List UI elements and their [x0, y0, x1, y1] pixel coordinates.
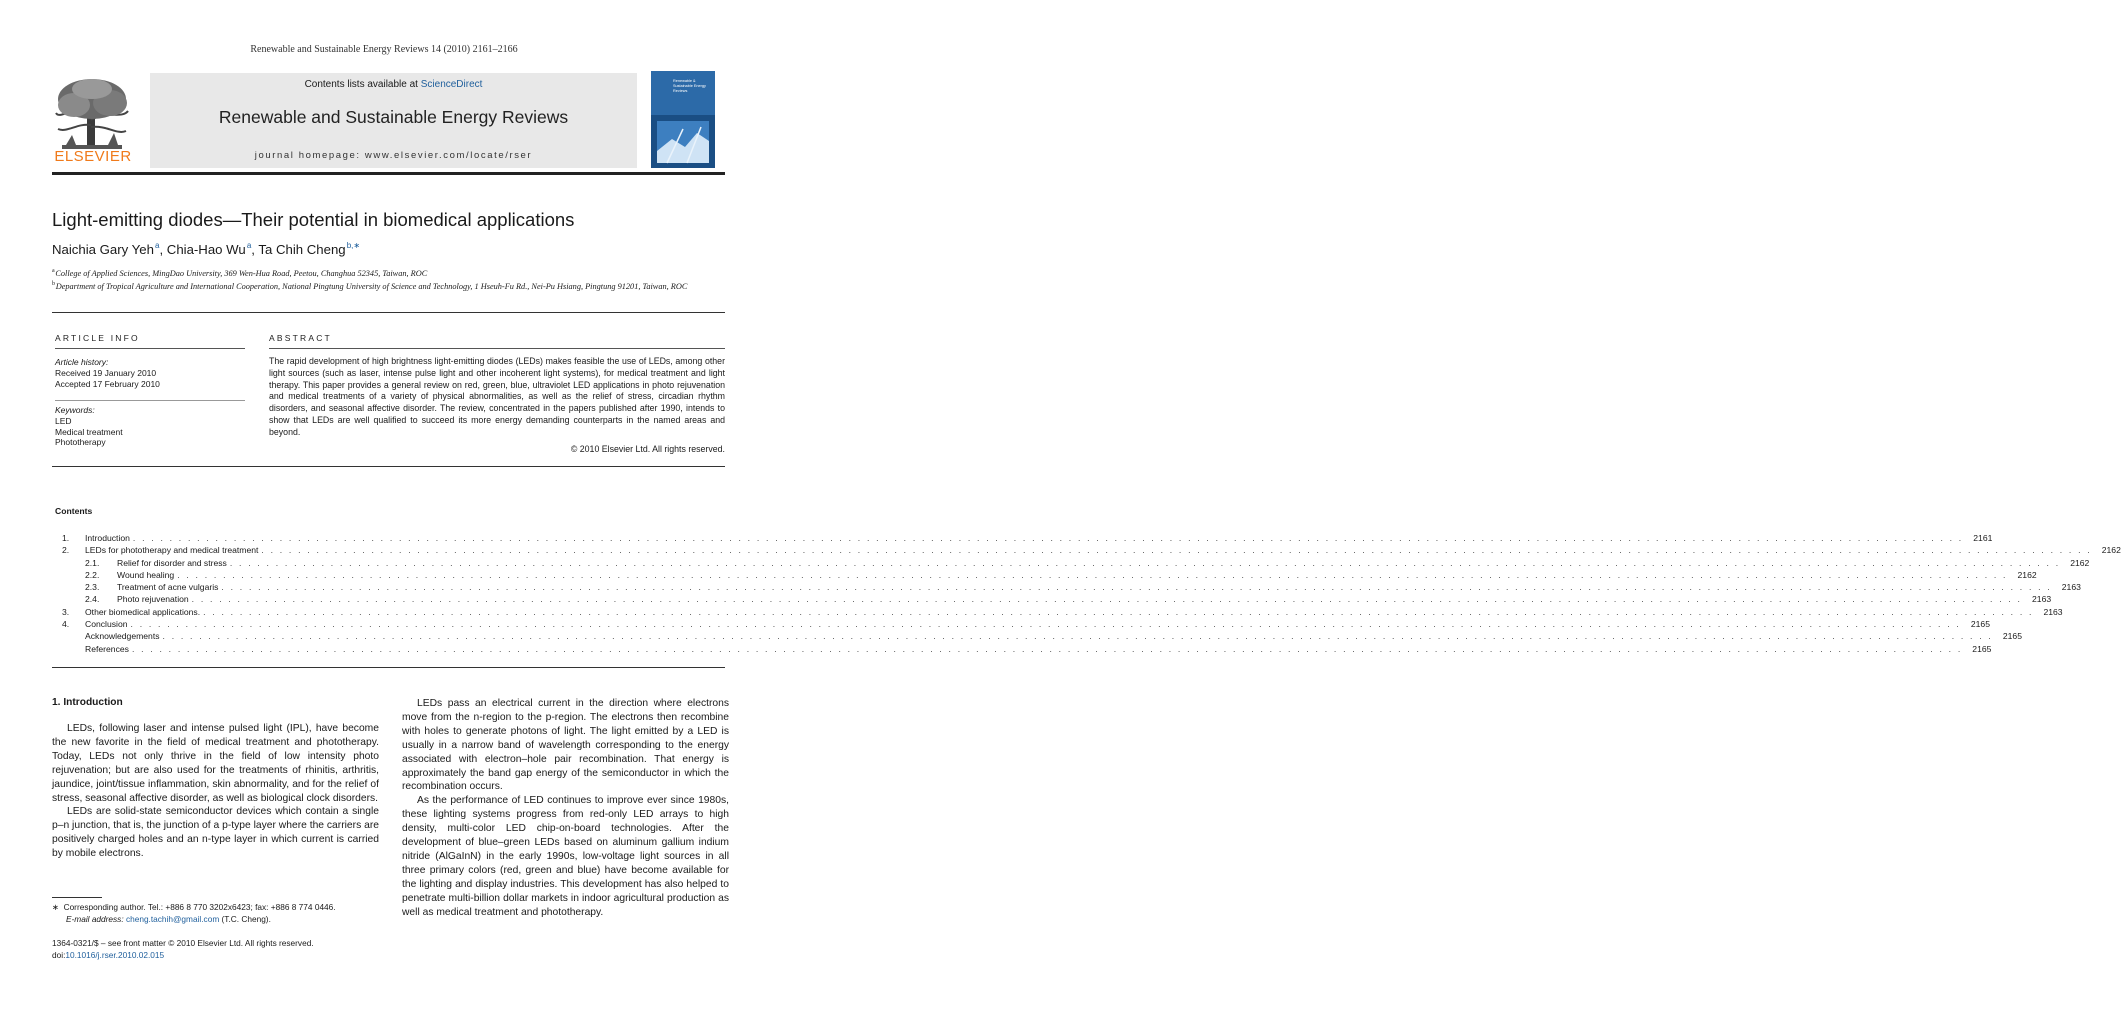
toc-page-number: 2163 [2032, 594, 2052, 605]
journal-cover-thumbnail [651, 71, 715, 168]
author-name: Chia-Hao Wu [166, 242, 246, 257]
toc-leader-dots: . . . . . . . . . . . . . . . . . . . . . . . . . . . . . . . . . . . . . . . . . . . . . . . . . . . . . . . . . . . . . . . . . . . . . . . . . . . . . . . . . . . . . . . . . . . . . . . . . . . . . . . . . . . . . . . . . . . . . . . . . . . . . . . . . . . . . . . . . . . . . . . . . . . . . . . . . . . . . . . . . . . . . . . . . . . . . . . . . . . . . . . . . . . . . . . . . . . . . . . . [221, 582, 2052, 593]
toc-entry[interactable] [62, 569, 2037, 581]
toc-title[interactable]: LEDs for phototherapy and medical treatment [85, 545, 259, 556]
footnote-rule [52, 897, 102, 898]
keyword: Phototherapy [55, 437, 106, 448]
intro-left-column [52, 722, 379, 861]
abstract-end-rule [52, 466, 725, 467]
issn-line: 1364-0321/$ – see front matter © 2010 Elsevier Ltd. All rights reserved. [52, 938, 314, 948]
paragraph: As the performance of LED continues to improve ever since 1980s, these lighting systems progress from red-only LED arrays to high density, multi-color LED chip-on-board technologies. After the development of blue–green LEDs based on aluminum gallium indium nitride (AlGaInN) in the early 1990s, low-voltage light sources in all three primary colors (red, green and blue) have become available for the lighting and display industries. This development has also helped to penetrate multi-billion dollar markets in indoor agricultural production as well as medical treatment and phototherapy. [402, 795, 729, 918]
paragraph: LEDs pass an electrical current in the direction where electrons move from the n-region to the p-region. The electrons then recombine with holes to generate photons of light. The light emitted by a LED is usually in a narrow band of wavelength corresponding to the energy associated with electron–hole pair recombination. That energy is approximately the band gap energy of the semiconductor in which the recombination occurs. [402, 698, 729, 793]
toc-number: 2.4. [85, 594, 100, 605]
article-title: Light-emitting diodes—Their potential in biomedical applications [52, 209, 575, 230]
abstract-text: The rapid development of high brightness light-emitting diodes (LEDs) makes feasible the use of LEDs, among other light sources (such as laser, intense pulse light and other incoherent light systems), for medical treatment and light therapy. This paper provides a general review on red, green, blue, ultraviolet LED applications in photo rejuvenation and medical treatments of a variety of physical abnormalities, as well as the relief of stress, circadian rhythm disorders, and seasonal affective disorder. The review, concentrated in the papers published after 1990, intends to show that LEDs are well qualified to succeed its more energy demanding counterparts in the named areas and beyond. [269, 356, 725, 437]
article-history [55, 357, 245, 389]
cover-title: Renewable & Sustainable Energy Reviews [673, 79, 706, 93]
toc-page-number: 2161 [1973, 533, 1993, 543]
author-list: Naichia Gary Yeh $^a$, Chia-Hao Wu $^a$, Ta Chih Cheng $^{b,∗}$ [52, 241, 361, 257]
doi-link[interactable]: 10.1016/j.rser.2010.02.015 [65, 950, 165, 961]
author-name: Naichia Gary Yeh [52, 242, 154, 257]
keyword: LED [55, 415, 72, 426]
toc-page-number: 2162 [2101, 545, 2121, 556]
masthead-rule [52, 172, 725, 175]
footnote-marker: ∗ [52, 902, 59, 912]
contents-title: Contents [55, 506, 93, 516]
toc-number [62, 630, 85, 642]
toc-title[interactable]: Acknowledgements [85, 631, 160, 642]
author-affil-marker[interactable]: b,∗ [346, 241, 361, 250]
toc-number: 2.1. [85, 557, 100, 568]
keyword: Medical treatment [55, 426, 123, 437]
toc-page-number: 2163 [2061, 582, 2081, 593]
toc-number: 1. [62, 533, 70, 543]
sciencedirect-link[interactable]: ScienceDirect [420, 79, 483, 90]
toc-leader-dots: . . . . . . . . . . . . . . . . . . . . . . . . . . . . . . . . . . . . . . . . . . . . . . . . . . . . . . . . . . . . . . . . . . . . . . . . . . . . . . . . . . . . . . . . . . . . . . . . . . . . . . . . . . . . . . . . . . . . . . . . . . . . . . . . . . . . . . . . . . . . . . . . . . . . . . . . . . . . . . . . . . . . . . . . . . . . . . . . . . . . . . . . . . . . . . . . . . . . . . . . [130, 619, 1961, 630]
accepted-date: Accepted 17 February 2010 [55, 378, 160, 389]
toc-entry[interactable] [62, 643, 1992, 655]
toc-leader-dots: . . . . . . . . . . . . . . . . . . . . . . . . . . . . . . . . . . . . . . . . . . . . . . . . . . . . . . . . . . . . . . . . . . . . . . . . . . . . . . . . . . . . . . . . . . . . . . . . . . . . . . . . . . . . . . . . . . . . . . . . . . . . . . . . . . . . . . . . . . . . . . . . . . . . . . . . . . . . . . . . . . . . . . . . . . . . . . . . . . . . . . . . . . . . . . . . . . . . . . . . [261, 545, 2092, 556]
contents-prefix: Contents lists available at [304, 79, 421, 90]
affil-text: Department of Tropical Agriculture and International Cooperation, National Pingtung University of Science and Technology, 1 Hseuh-Fu Rd., Nei-Pu Hsiang, Pingtung 91201, Taiwan, ROC [55, 281, 688, 291]
toc-title[interactable]: Wound healing [117, 569, 175, 580]
toc-entry[interactable] [62, 630, 2022, 642]
affiliation-b [52, 279, 727, 292]
corresponding-text: Corresponding author. Tel.: +886 8 770 3202x6423; fax: +886 8 774 0446. [63, 902, 336, 912]
author-name: Ta Chih Cheng [258, 242, 346, 257]
toc-leader-dots: . . . . . . . . . . . . . . . . . . . . . . . . . . . . . . . . . . . . . . . . . . . . . . . . . . . . . . . . . . . . . . . . . . . . . . . . . . . . . . . . . . . . . . . . . . . . . . . . . . . . . . . . . . . . . . . . . . . . . . . . . . . . . . . . . . . . . . . . . . . . . . . . . . . . . . . . . . . . . . . . . . . . . . . . . . . . . . . . . . . . . . . . . . . . . . . . . . . . . . . . [131, 643, 1963, 654]
journal-title: Renewable and Sustainable Energy Reviews [218, 107, 569, 127]
history-label: Article history: [55, 357, 109, 367]
intro-right-column [402, 697, 729, 920]
doi-prefix: doi: [52, 950, 66, 961]
toc-leader-dots: . . . . . . . . . . . . . . . . . . . . . . . . . . . . . . . . . . . . . . . . . . . . . . . . . . . . . . . . . . . . . . . . . . . . . . . . . . . . . . . . . . . . . . . . . . . . . . . . . . . . . . . . . . . . . . . . . . . . . . . . . . . . . . . . . . . . . . . . . . . . . . . . . . . . . . . . . . . . . . . . . . . . . . . . . . . . . . . . . . . . . . . . . . . . . . . . . . . . . . . . [203, 606, 2034, 617]
email-suffix: (T.C. Cheng). [219, 913, 271, 924]
toc-page-number: 2162 [2017, 569, 2037, 580]
abstract-col-rule [269, 348, 725, 349]
abstract-heading: ABSTRACT [269, 333, 332, 343]
paragraph: LEDs, following laser and intense pulsed light (IPL), have become the new favorite in the field of medical treatment and phototherapy. Today, LEDs not only thrive in the field of low intensity photo rejuvenation; but are also used for the treatments of rhinitis, arthritis, jaundice, joint/tissue inflammation, skin abnormality, and for the relief of stress, seasonal affective disorder, as well as biological clock disorders. [52, 723, 379, 804]
author-affil-marker[interactable]: a [155, 241, 160, 250]
contents-available-line [150, 79, 637, 90]
front-matter [52, 937, 314, 961]
info-col-rule [55, 348, 245, 349]
author-affil-marker[interactable]: a [246, 241, 252, 250]
toc-entry[interactable] [62, 618, 1990, 630]
toc-entry[interactable] [62, 593, 2052, 605]
info-divider [55, 400, 245, 401]
toc-title[interactable]: Conclusion [85, 619, 128, 630]
toc-entry[interactable] [62, 581, 2081, 593]
toc-number: 2.3. [85, 582, 100, 593]
toc-entry[interactable] [62, 606, 2063, 618]
toc-number: 2. [62, 545, 70, 556]
toc-title[interactable]: Treatment of acne vulgaris [117, 582, 219, 593]
toc-leader-dots: . . . . . . . . . . . . . . . . . . . . . . . . . . . . . . . . . . . . . . . . . . . . . . . . . . . . . . . . . . . . . . . . . . . . . . . . . . . . . . . . . . . . . . . . . . . . . . . . . . . . . . . . . . . . . . . . . . . . . . . . . . . . . . . . . . . . . . . . . . . . . . . . . . . . . . . . . . . . . . . . . . . . . . . . . . . . . . . . . . . . . . . . . . . . . . . . . . . . . . . . [177, 569, 2008, 580]
contents-end-rule [52, 667, 725, 668]
table-of-contents [62, 532, 2121, 655]
toc-title[interactable]: References [85, 643, 129, 654]
journal-homepage[interactable]: journal homepage: www.elsevier.com/locate/rser [254, 150, 533, 161]
toc-page-number: 2163 [2043, 606, 2063, 617]
affil-marker: b [52, 281, 55, 287]
toc-leader-dots: . . . . . . . . . . . . . . . . . . . . . . . . . . . . . . . . . . . . . . . . . . . . . . . . . . . . . . . . . . . . . . . . . . . . . . . . . . . . . . . . . . . . . . . . . . . . . . . . . . . . . . . . . . . . . . . . . . . . . . . . . . . . . . . . . . . . . . . . . . . . . . . . . . . . . . . . . . . . . . . . . . . . . . . . . . . . . . . . . . . . . . . . . . . . . . . . . . . . . . . . [191, 594, 2023, 605]
toc-number: 3. [62, 606, 70, 617]
toc-entry[interactable] [62, 557, 2090, 569]
toc-title[interactable]: Other biomedical applications. [85, 606, 201, 617]
toc-page-number: 2165 [1970, 619, 1990, 630]
elsevier-wordmark: ELSEVIER [54, 148, 132, 165]
toc-entry[interactable] [62, 544, 2121, 556]
toc-leader-dots: . . . . . . . . . . . . . . . . . . . . . . . . . . . . . . . . . . . . . . . . . . . . . . . . . . . . . . . . . . . . . . . . . . . . . . . . . . . . . . . . . . . . . . . . . . . . . . . . . . . . . . . . . . . . . . . . . . . . . . . . . . . . . . . . . . . . . . . . . . . . . . . . . . . . . . . . . . . . . . . . . . . . . . . . . . . . . . . . . . . . . . . . . . . . . . . . . . . . . . . . [132, 533, 1964, 543]
corresponding-author-footnote [52, 902, 379, 925]
toc-number [62, 643, 85, 655]
paragraph: LEDs are solid-state semiconductor devices which contain a single p–n junction, that is, the junction of a p-type layer where the carriers are positively charged holes and an n-type layer in which current is carried by mobile electrons. [52, 806, 379, 860]
abstract-copyright: © 2010 Elsevier Ltd. All rights reserved. [570, 444, 725, 454]
toc-page-number: 2162 [2070, 557, 2090, 568]
toc-title[interactable]: Introduction [85, 533, 130, 543]
section-heading-introduction: 1. Introduction [52, 697, 123, 708]
received-date: Received 19 January 2010 [55, 367, 157, 378]
email-label: E-mail address: [66, 913, 126, 924]
affiliation-a [52, 266, 727, 279]
cover-image-icon [657, 121, 709, 163]
toc-leader-dots: . . . . . . . . . . . . . . . . . . . . . . . . . . . . . . . . . . . . . . . . . . . . . . . . . . . . . . . . . . . . . . . . . . . . . . . . . . . . . . . . . . . . . . . . . . . . . . . . . . . . . . . . . . . . . . . . . . . . . . . . . . . . . . . . . . . . . . . . . . . . . . . . . . . . . . . . . . . . . . . . . . . . . . . . . . . . . . . . . . . . . . . . . . . . . . . . . . . . . . . . [162, 631, 1993, 642]
article-info-heading: ARTICLE INFO [55, 333, 140, 343]
running-head: Renewable and Sustainable Energy Reviews 14 (2010) 2161–2166 [250, 44, 518, 55]
toc-leader-dots: . . . . . . . . . . . . . . . . . . . . . . . . . . . . . . . . . . . . . . . . . . . . . . . . . . . . . . . . . . . . . . . . . . . . . . . . . . . . . . . . . . . . . . . . . . . . . . . . . . . . . . . . . . . . . . . . . . . . . . . . . . . . . . . . . . . . . . . . . . . . . . . . . . . . . . . . . . . . . . . . . . . . . . . . . . . . . . . . . . . . . . . . . . . . . . . . . . . . . . . . [229, 557, 2061, 568]
toc-number: 4. [62, 619, 70, 630]
keywords [55, 405, 245, 448]
affil-text: College of Applied Sciences, MingDao University, 369 Wen-Hua Road, Peetou, Changhua 52345, Taiwan, ROC [55, 268, 428, 278]
email-link[interactable]: cheng.tachih@gmail.com [125, 913, 220, 924]
keywords-label: Keywords: [55, 405, 95, 415]
toc-page-number: 2165 [1972, 643, 1992, 654]
affil-marker: a [52, 268, 55, 274]
toc-number: 2.2. [85, 569, 100, 580]
toc-entry[interactable] [62, 532, 1993, 544]
toc-title[interactable]: Photo rejuvenation [117, 594, 189, 605]
info-rule [52, 312, 725, 313]
toc-page-number: 2165 [2002, 631, 2022, 642]
toc-title[interactable]: Relief for disorder and stress [117, 557, 227, 568]
